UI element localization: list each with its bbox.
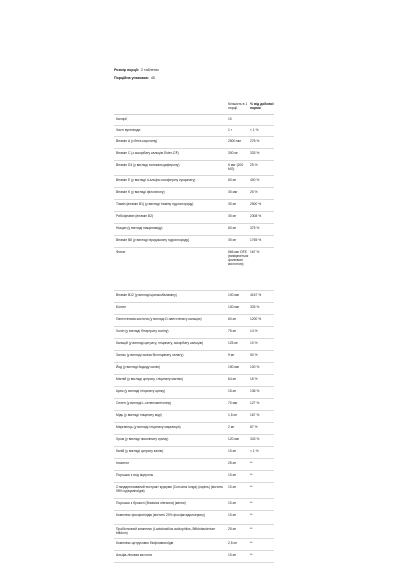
nutrient-amount: 125 мг <box>228 341 238 345</box>
table-row <box>114 551 274 563</box>
nutrient-name: Чисті вуглеводи <box>116 128 141 132</box>
nutrient-daily-value: 167 % <box>250 250 260 254</box>
nutrient-daily-value: < 1 % <box>250 128 259 132</box>
nutrient-amount: 60 мг <box>228 178 237 182</box>
table-row <box>114 303 274 315</box>
nutrient-amount: 150 мкг <box>228 365 240 369</box>
table-row <box>114 351 274 363</box>
nutrient-amount: 1 г <box>228 128 232 132</box>
nutrient-daily-value: ** <box>250 501 253 505</box>
nutrient-daily-value: 1200 % <box>250 317 262 321</box>
nutrient-amount: 60 мг <box>228 317 237 321</box>
nutrient-name: Калорії <box>116 117 128 121</box>
table-row <box>114 176 274 188</box>
nutrient-daily-value: 1765 % <box>250 238 262 242</box>
nutrient-amount: 10 <box>228 117 232 121</box>
nutrient-name: Хром (у вигляді пиколінату хрому) <box>116 437 169 441</box>
nutrient-name: Комплекс цитрусових біофлавоноїдів <box>116 541 174 545</box>
nutrient-amount: 5 мкг (200 МО) <box>228 163 244 171</box>
table-row <box>114 339 274 351</box>
nutrient-daily-value: 333 % <box>250 151 260 155</box>
nutrient-name: Альфа-ліпоєва кислота <box>116 553 152 557</box>
nutrient-amount: 2 мг <box>228 425 235 429</box>
nutrient-amount: 10 мг <box>228 485 237 489</box>
nutrient-name: Комплекс фосфоліпідів (містить 20% фосфатидилсерину) <box>116 513 205 517</box>
nutrient-amount: 300 мг <box>228 151 238 155</box>
servings-count-row <box>114 74 274 82</box>
table-row <box>114 115 274 126</box>
nutrient-amount: 10 мг <box>228 513 237 517</box>
table-row <box>114 248 274 291</box>
nutrient-name: Мідь (у вигляді гліцинату міді) <box>116 413 162 417</box>
table-row <box>114 327 274 339</box>
nutrient-amount: 75 мг <box>228 329 237 333</box>
table-row <box>114 525 274 539</box>
table-row <box>114 363 274 375</box>
servings-count-value: 45 <box>150 75 155 80</box>
nutrient-name: Вітамін B12 (у вигляді ціанокобаламіну) <box>116 293 177 297</box>
nutrient-name: Тіамін (вітамін B1) (у вигляді тіаміну гідрохлориду) <box>116 202 194 206</box>
serving-info <box>114 66 274 82</box>
nutrient-name: Холін (у вигляді бітартрату холіну) <box>116 329 169 333</box>
nutrient-amount: 10 мг <box>228 553 237 557</box>
table-header <box>114 88 274 115</box>
nutrient-name: Порошок з броколі (Brassica oleracea) (квітки) <box>116 501 186 505</box>
nutrient-name: Вітамін D3 (у вигляді холекальциферолу) <box>116 163 180 167</box>
table-row <box>114 471 274 483</box>
nutrient-name: Вітамін E (у вигляді d-альфа-токоферілу сукцинату) <box>116 178 196 182</box>
nutrient-daily-value: 167 % <box>250 413 260 417</box>
nutrient-daily-value: 375 % <box>250 226 260 230</box>
nutrient-name: Калій (у вигляді цитрату калію) <box>116 449 164 453</box>
nutrient-daily-value: ** <box>250 485 253 489</box>
table-row <box>114 161 274 176</box>
nutrient-amount: 30 мкг <box>228 190 238 194</box>
table-row <box>114 212 274 224</box>
table-row <box>114 423 274 435</box>
serving-size-row <box>114 66 274 74</box>
nutrient-daily-value: ** <box>250 553 253 557</box>
table-row <box>114 188 274 200</box>
nutrient-name: Марганець (у вигляді гліцинату марганцю) <box>116 425 181 429</box>
nutrient-daily-value: 14 % <box>250 329 258 333</box>
nutrient-daily-value: ** <box>250 473 253 477</box>
table-row <box>114 149 274 161</box>
nutrient-name: Стандартизований екстракт куркуми (Curcuma longa) (корінь) (містить 95% куркуміноїдів) <box>116 485 224 493</box>
nutrient-name: Селен (у вигляді L-селенометіоніну) <box>116 401 172 405</box>
daily-value-column-header: % від добової норми <box>250 102 274 111</box>
nutrient-amount: 100 мкг <box>228 293 240 297</box>
table-row <box>114 483 274 499</box>
nutrient-amount: 1,5 мг <box>228 413 237 417</box>
nutrient-amount: 10 мг <box>228 501 237 505</box>
table-row <box>114 459 274 471</box>
nutrient-name: Фолат <box>116 250 126 254</box>
nutrient-daily-value: 25 % <box>250 190 258 194</box>
table-row <box>114 539 274 551</box>
nutrient-amount: 25 мг <box>228 527 237 531</box>
table-row <box>114 375 274 387</box>
nutrient-daily-value: 127 % <box>250 401 260 405</box>
nutrient-daily-value: 343 % <box>250 437 260 441</box>
table-row <box>114 126 274 137</box>
nutrient-name: Залізо (у вигляді заліза бісгліцинату хелату) <box>116 353 184 357</box>
table-row <box>114 315 274 327</box>
nutrient-amount: 9 мг <box>228 353 235 357</box>
nutrient-amount: 10 мг <box>228 449 237 453</box>
nutrient-daily-value: 10 % <box>250 341 258 345</box>
nutrient-amount: 70 мкг <box>228 401 238 405</box>
table-row <box>114 224 274 236</box>
nutrient-name: Порошок з ягід ацеролы <box>116 473 154 477</box>
table-row <box>114 387 274 399</box>
nutrient-daily-value: 50 % <box>250 353 258 357</box>
table-row <box>114 447 274 459</box>
nutrient-amount: 15 мг <box>228 389 237 393</box>
nutrient-daily-value: 136 % <box>250 389 260 393</box>
nutrient-daily-value: 15 % <box>250 377 258 381</box>
nutrient-daily-value: 100 % <box>250 365 260 369</box>
table-row <box>114 137 274 149</box>
nutrient-amount: 30 мг <box>228 202 237 206</box>
nutrient-daily-value: ** <box>250 541 253 545</box>
nutrient-daily-value: 333 % <box>250 305 260 309</box>
nutrient-daily-value: ** <box>250 513 253 517</box>
table-row <box>114 291 274 303</box>
nutrient-name: Вітамін K (у вигляді філохінону) <box>116 190 165 194</box>
nutrient-daily-value: 25 % <box>250 163 258 167</box>
nutrient-daily-value: < 1 % <box>250 449 259 453</box>
nutrient-amount: 100 мкг <box>228 305 240 309</box>
table-row <box>114 200 274 212</box>
table-row <box>114 236 274 248</box>
nutrient-name: Біотин <box>116 305 126 309</box>
nutrient-table <box>114 115 274 563</box>
nutrient-amount: 120 мкг <box>228 437 240 441</box>
nutrient-amount: 60 мг <box>228 226 237 230</box>
table-row <box>114 411 274 423</box>
table-row <box>114 435 274 447</box>
nutrient-amount: 30 мг <box>228 238 237 242</box>
nutrient-daily-value: 2308 % <box>250 214 262 218</box>
nutrient-amount: 64 мг <box>228 377 237 381</box>
nutrient-daily-value: 2500 % <box>250 202 262 206</box>
nutrient-amount: 10 мг <box>228 473 237 477</box>
nutrient-name: Вітамін B6 (у вигляді піридоксину гідрохлориду) <box>116 238 190 242</box>
servings-count-label: Порційна упаковка: <box>114 75 149 80</box>
nutrient-name: Рибофлавін (вітамін B2) <box>116 214 154 218</box>
nutrient-name: Інозитол <box>116 461 130 465</box>
nutrient-amount: 666 мкг DFE (вимірюється фолієвою кислотою) <box>228 250 249 266</box>
table-row <box>114 499 274 511</box>
nutrient-amount: 30 мг <box>228 214 237 218</box>
nutrient-daily-value: 87 % <box>250 425 258 429</box>
nutrient-name: Вітамін C (з аскорбату кальцію Ester-C®) <box>116 151 179 155</box>
nutrient-name: Вітамін A (з бета-каротину) <box>116 139 158 143</box>
table-row <box>114 399 274 411</box>
nutrient-name: Пантотенова кислота (у вигляді D-пантотенату кальцію) <box>116 317 202 321</box>
nutrient-name: Цинк (у вигляді гліцинату цинку) <box>116 389 166 393</box>
nutrient-name: Пробіотичний комплекс (Lactobacillus acidophilus, Bifidobacterium bifidum) <box>116 527 216 535</box>
nutrient-daily-value: 400 % <box>250 178 260 182</box>
nutrient-amount: 2500 мкг <box>228 139 242 143</box>
table-row <box>114 511 274 525</box>
nutrient-name: Ніацин (у вигляді ніацинаміду) <box>116 226 163 230</box>
serving-size-value: 2 таблетки <box>140 67 159 72</box>
supplement-facts-sheet <box>114 66 274 563</box>
nutrient-daily-value: ** <box>250 527 253 531</box>
nutrient-name: Магній (у вигляді цитрату, гліцинату магнію) <box>116 377 183 381</box>
nutrient-daily-value: 278 % <box>250 139 260 143</box>
serving-size-label: Розмір порції: <box>114 67 139 72</box>
nutrient-name: Йод (у вигляді йодиду калію) <box>116 365 161 369</box>
nutrient-amount: 25 мг <box>228 461 237 465</box>
nutrient-daily-value: 4167 % <box>250 293 262 297</box>
nutrient-name: Кальцій (у вигляді цитрату, гліцинату, аскорбату кальцію) <box>116 341 204 345</box>
amount-column-header: Кількість в 1 порції <box>228 102 248 111</box>
nutrient-daily-value: ** <box>250 461 253 465</box>
nutrient-amount: 2,5 мг <box>228 541 237 545</box>
